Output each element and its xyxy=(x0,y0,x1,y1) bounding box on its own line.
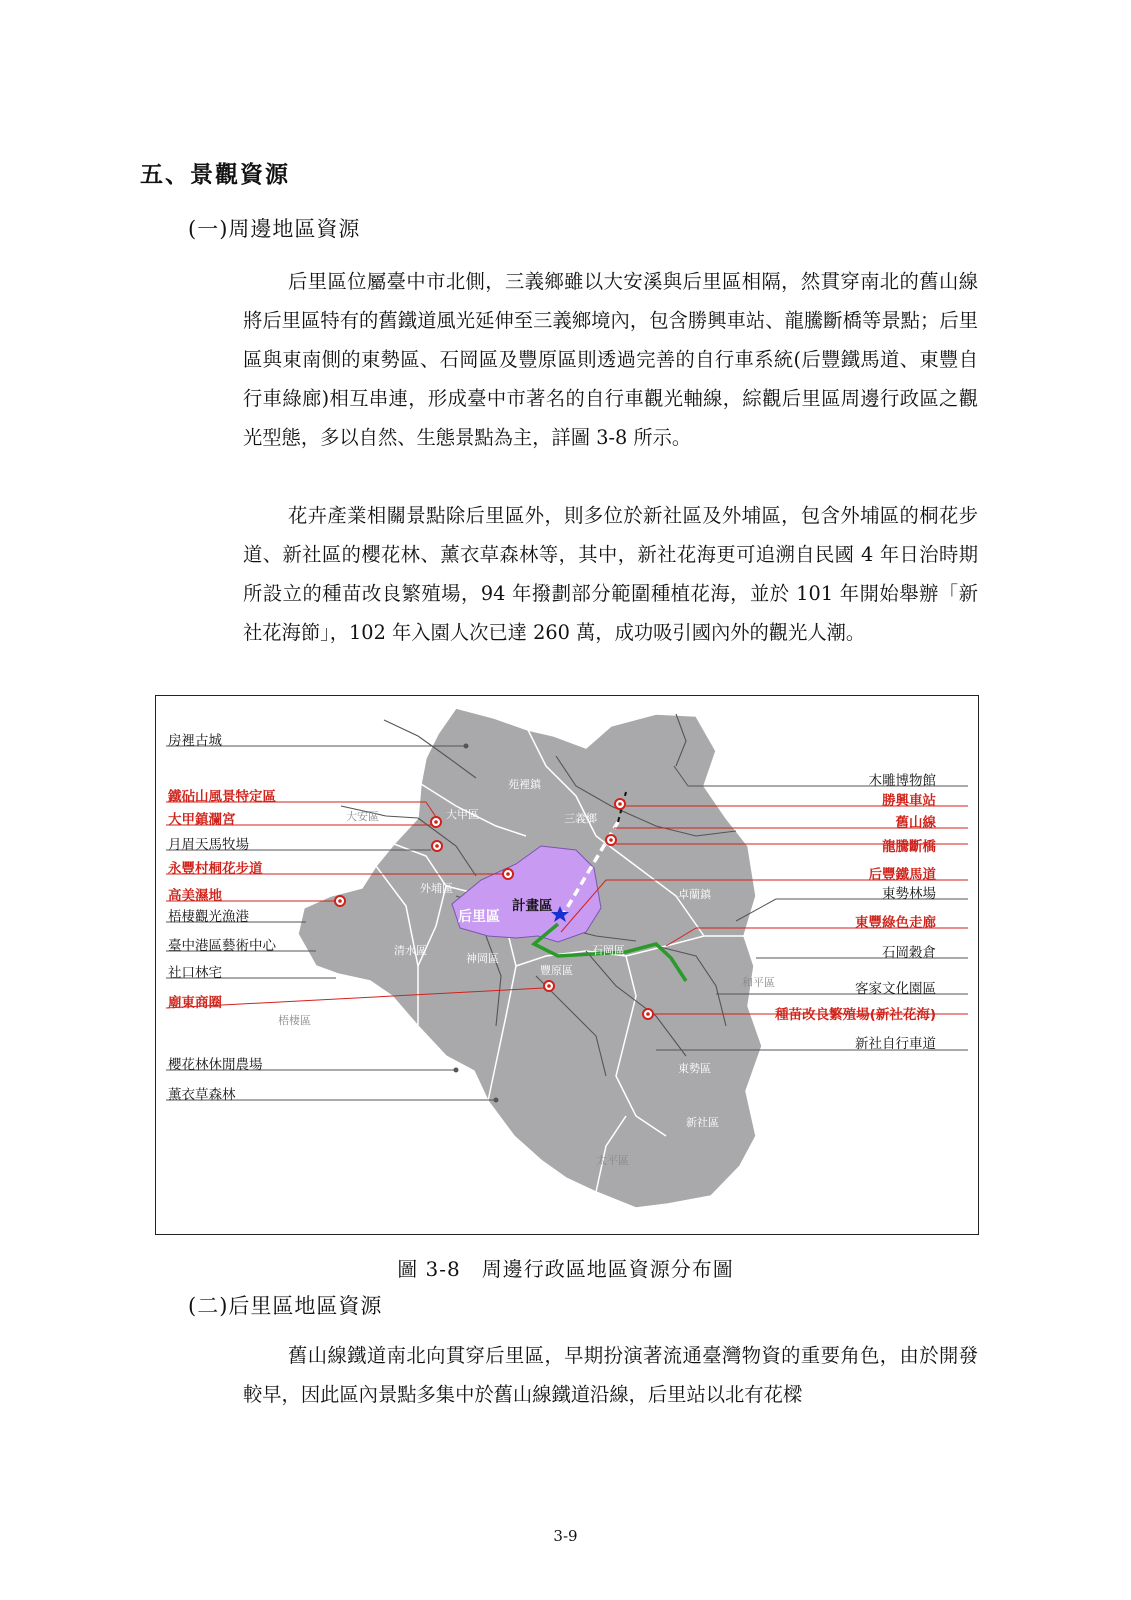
map-label-tung-blossom-trail: 永豐村桐花步道 xyxy=(168,861,263,877)
map-label-dongfeng-corridor: 東豐綠色走廊 xyxy=(855,915,936,931)
district-houli: 后里區 xyxy=(458,909,500,925)
subsection-title-2: (二)后里區地區資源 xyxy=(188,1294,383,1318)
district-daan: 大安區 xyxy=(346,810,379,823)
figure-caption: 圖 3-8 周邊行政區地區資源分布圖 xyxy=(397,1257,734,1281)
map-label-tiezhanshan: 鐵砧山風景特定區 xyxy=(168,789,276,805)
district-fengyuan: 豐原區 xyxy=(540,964,573,977)
map-label-shengxing-station: 勝興車站 xyxy=(882,793,936,809)
district-shengang: 神岡區 xyxy=(466,952,499,965)
district-sanyi: 三義鄉 xyxy=(564,812,597,825)
district-shigang: 石岡區 xyxy=(592,944,625,957)
district-qingshui: 清水區 xyxy=(394,944,427,957)
district-yuanli: 苑裡鎮 xyxy=(508,778,541,791)
district-dongshi: 東勢區 xyxy=(678,1062,711,1075)
map-label-wood-museum: 木雕博物館 xyxy=(868,773,936,789)
paragraph-1-text: 后里區位屬臺中市北側，三義鄉雖以大安溪與后里區相隔，然貫穿南北的舊山線將后里區特有的舊鐵道風光延伸至三義鄉境內，包含勝興車站、龍騰斷橋等景點；后里區與東南側的東勢區、石岡區及豐原區則透過完善的自行車系統(后豐鐵馬道、東豐自行車綠廊)相互串連，形成臺中市著名的自行車觀光軸線，綜觀后里區周邊行政區之觀光型態，多以自然、生態景點為主，詳圖 3-8 所示。 xyxy=(243,270,978,449)
district-xinshe: 新社區 xyxy=(686,1116,719,1129)
subsection-title-1: (一)周邊地區資源 xyxy=(188,217,361,241)
page-number: 3-9 xyxy=(553,1527,578,1545)
district-wuqi: 梧棲區 xyxy=(278,1014,311,1027)
paragraph-3 xyxy=(243,1336,978,1414)
map-label-houfeng-bikeway: 后豐鐵馬道 xyxy=(868,867,936,883)
map-label-sakura-farm: 櫻花林休閒農場 xyxy=(168,1057,263,1073)
map-label-longteng-bridge: 龍騰斷橋 xyxy=(882,839,936,855)
paragraph-3-text: 舊山線鐵道南北向貫穿后里區，早期扮演著流通臺灣物資的重要角色，由於開發較早，因此區內景點多集中於舊山線鐵道沿線，后里站以北有花樑 xyxy=(243,1344,978,1406)
district-dajia: 大甲區 xyxy=(446,808,479,821)
resource-distribution-map xyxy=(155,695,979,1235)
paragraph-2 xyxy=(243,496,978,652)
map-label-fangli-castle: 房裡古城 xyxy=(168,733,222,749)
map-label-hakka-park: 客家文化園區 xyxy=(855,981,936,997)
paragraph-1 xyxy=(243,262,978,457)
map-label-dajia-jenn-lann: 大甲鎮瀾宮 xyxy=(168,812,236,828)
map-label-shekou-house: 社口林宅 xyxy=(168,965,222,981)
map-label-wuqi-harbor: 梧棲觀光漁港 xyxy=(168,909,249,925)
district-zhuolan: 卓蘭鎮 xyxy=(678,888,711,901)
map-label-art-center: 臺中港區藝術中心 xyxy=(168,938,276,954)
map-label-dongshi-forest: 東勢林場 xyxy=(882,886,936,902)
paragraph-2-text: 花卉產業相關景點除后里區外，則多位於新社區及外埔區，包含外埔區的桐花步道、新社區的櫻花林、薰衣草森林等，其中，新社花海更可追溯自民國 4 年日治時期所設立的種苗改良繁殖場，94 年撥劃部分範圍種植花海，並於 101 年開始舉辦「新社花海節」，102 年入園人次已達 260 萬，成功吸引國內外的觀光人潮。 xyxy=(243,504,978,644)
district-taiping: 太平區 xyxy=(596,1154,629,1167)
map-label-gaomei-wetland: 高美濕地 xyxy=(168,888,222,904)
district-waipu: 外埔區 xyxy=(420,882,453,895)
map-label-yuemei-farm: 月眉天馬牧場 xyxy=(168,837,249,853)
map-label-miaodong-market: 廟東商圈 xyxy=(168,995,222,1011)
map-label-shigang-granary: 石岡穀倉 xyxy=(882,945,936,961)
map-label-xinshe-flower-sea: 種苗改良繁殖場(新社花海) xyxy=(775,1007,936,1023)
district-heping: 和平區 xyxy=(742,976,775,989)
district-plan-area: 計畫區 xyxy=(512,898,553,914)
map-label-xinshe-bikeway: 新社自行車道 xyxy=(855,1036,936,1052)
section-title: 五、景觀資源 xyxy=(140,161,290,188)
map-label-lavender-forest: 薰衣草森林 xyxy=(168,1087,236,1103)
map-label-old-mountain-line: 舊山線 xyxy=(895,815,936,831)
